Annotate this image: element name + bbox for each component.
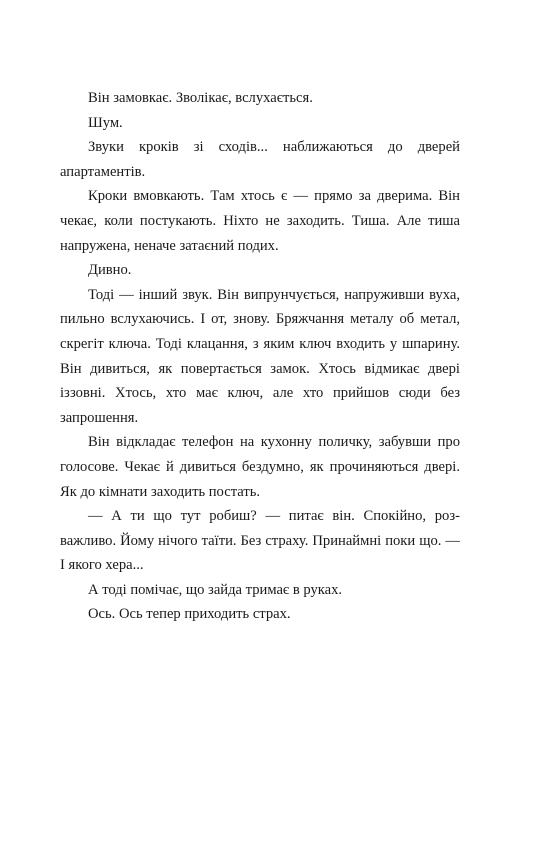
paragraph-1: Він замовкає. Зволікає, вслухається.	[88, 90, 313, 106]
paragraph-6: Тоді — інший звук. Він випрунчується, напруживши вуха, пильно вслухаючись. І от, знову. Бряжчання металу об метал, скрегіт ключа. Тоді клацання, з яким ключ входить у шпарину. Він дивиться, як повертається замок. Хтось відмикає двері іззовні. Хтось, хто має ключ, але хто прийшов сюди без запрошення.	[60, 286, 460, 426]
paragraph-7: Він відкладає телефон на кухонну поличку, забувши про голосове. Чекає й дивиться бездумно, як прочиняються двері. Як до кімнати заходить постать.	[60, 434, 460, 500]
paragraph-10: Ось. Ось тепер приходить страх.	[88, 606, 291, 623]
paragraph-4: Кроки вмовкають. Там хтось є — прямо за дверима. Він чекає, коли постукають. Ніхто не заходить. Тиша. Але тиша напружена, неначе затаєний подих.	[60, 188, 460, 254]
book-page-text	[60, 86, 460, 627]
paragraph-9: А тоді помічає, що зайда тримає в руках.	[88, 581, 343, 598]
paragraph-2: Шум.	[88, 114, 123, 131]
paragraph-5: Дивно.	[88, 262, 132, 279]
paragraph-8: — А ти що тут робиш? — питає він. Спокійно, розважливо. Йому нічого таїти. Без страху. Принаймні поки що. — І якого хера...	[60, 508, 460, 574]
paragraph-3: Звуки кроків зі сходів... наближаються до дверей апартаментів.	[60, 139, 460, 180]
